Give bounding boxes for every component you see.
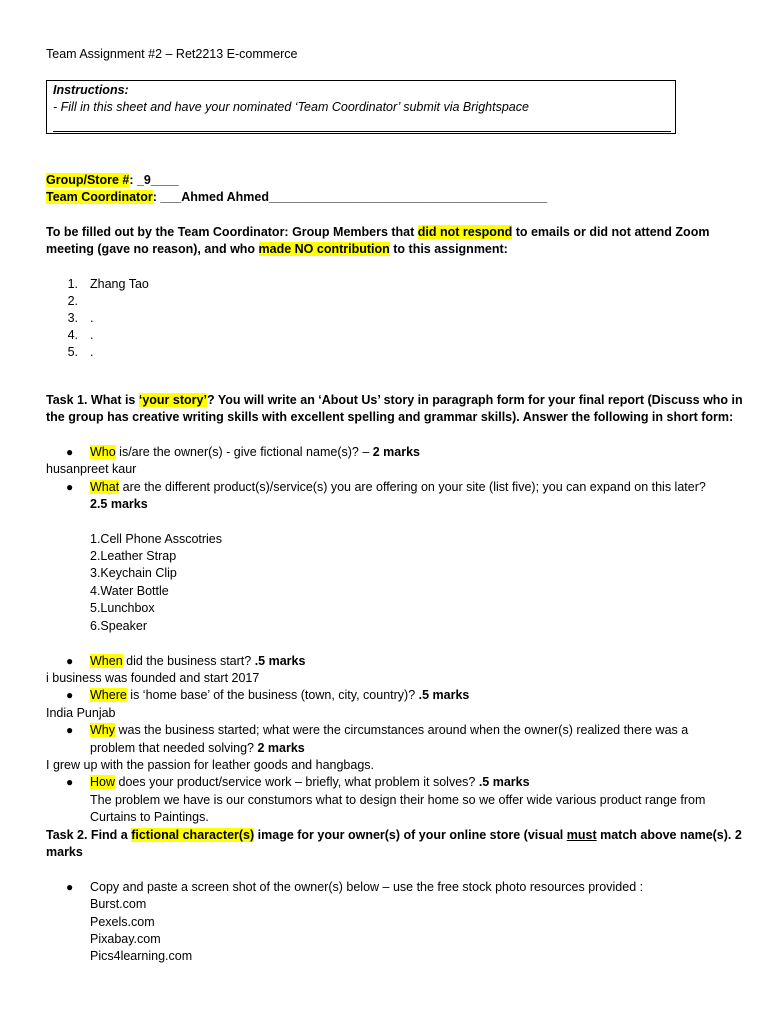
how-highlight: How <box>90 775 116 789</box>
member-number: 3. <box>67 311 78 325</box>
note-highlight-no-contribution: made NO contribution <box>258 242 390 256</box>
note-highlight-no-response: did not respond <box>417 225 513 239</box>
bullet-icon: ● <box>66 654 74 668</box>
note-text: to this assignment: <box>389 242 508 256</box>
task2-highlight: fictional character(s) <box>131 828 255 842</box>
instructions-text: - Fill in this sheet and have your nominated ‘Team Coordinator’ submit via Brightspace <box>53 100 529 114</box>
why-question <box>90 722 688 739</box>
team-coordinator-value: : ___Ahmed Ahmed________________________________________ <box>152 190 548 204</box>
task2-text: image for your owner(s) of your online store (visual <box>254 828 567 842</box>
resource-item: Pexels.com <box>90 915 155 929</box>
how-answer-line1: The problem we have is our constumors what to design their home so we offer wide various product range from <box>90 793 706 807</box>
how-text: does your product/service work – briefly, what problem it solves? <box>115 775 479 789</box>
bullet-icon: ● <box>66 775 74 789</box>
document-title: Team Assignment #2 – Ret2213 E-commerce <box>46 47 298 61</box>
bullet-icon: ● <box>66 445 74 459</box>
resource-item: Pics4learning.com <box>90 949 193 963</box>
why-question-line2 <box>90 740 305 757</box>
where-question <box>90 687 469 704</box>
instructions-box <box>46 80 676 134</box>
what-text: are the different product(s)/service(s) you are offering on your site (list five); you can expand on this later? <box>119 480 706 494</box>
product-item: 3.Keychain Clip <box>90 566 177 580</box>
team-coordinator-line <box>46 189 547 206</box>
note-text: meeting (gave no reason), and who <box>46 242 259 256</box>
note-text: to emails or did not attend Zoom <box>512 225 710 239</box>
task2-text: match above name(s). 2 <box>596 828 742 842</box>
why-marks: 2 marks <box>257 741 305 755</box>
who-question <box>90 444 420 461</box>
member-name: . <box>90 311 94 325</box>
how-question <box>90 774 530 791</box>
how-marks: .5 marks <box>478 775 530 789</box>
product-item: 2.Leather Strap <box>90 549 177 563</box>
task1-highlight: ‘your story’ <box>138 393 207 407</box>
who-marks: 2 marks <box>372 445 421 459</box>
how-answer-line2: Curtains to Paintings. <box>90 810 209 824</box>
product-item: 6.Speaker <box>90 619 147 633</box>
member-number: 1. <box>67 277 78 291</box>
product-item: 1.Cell Phone Asscotries <box>90 532 223 546</box>
what-question <box>90 479 706 496</box>
why-text: was the business started; what were the circumstances around when the owner(s) realized there was a <box>115 723 689 737</box>
product-item: 4.Water Bottle <box>90 584 169 598</box>
where-text: is ‘home base’ of the business (town, city, country)? <box>126 688 419 702</box>
when-question <box>90 653 305 670</box>
member-number: 4. <box>67 328 78 342</box>
what-marks: 2.5 marks <box>90 497 148 511</box>
who-highlight: Who <box>90 445 116 459</box>
why-highlight: Why <box>90 723 115 737</box>
member-name: . <box>90 328 94 342</box>
task2-line2: marks <box>46 845 83 859</box>
when-answer: i business was founded and start 2017 <box>46 671 260 685</box>
who-answer: husanpreet kaur <box>46 462 137 476</box>
task1-line2: the group has creative writing skills with excellent spelling and grammar skills). Answer the following in short form: <box>46 410 734 424</box>
coordinator-note-line2 <box>46 241 508 258</box>
resource-item: Pixabay.com <box>90 932 161 946</box>
where-highlight: Where <box>90 688 127 702</box>
when-highlight: When <box>90 654 123 668</box>
note-text: To be filled out by the Team Coordinator: Group Members that <box>46 225 418 239</box>
what-highlight: What <box>90 480 120 494</box>
when-text: did the business start? <box>122 654 255 668</box>
bullet-icon: ● <box>66 723 74 737</box>
why-answer: I grew up with the passion for leather goods and hangbags. <box>46 758 374 772</box>
member-name: Zhang Tao <box>90 277 149 291</box>
member-name: . <box>90 345 94 359</box>
task1-text: Task 1. What is <box>46 393 139 407</box>
bullet-icon: ● <box>66 880 74 894</box>
instructions-underline <box>53 131 671 132</box>
member-number: 2. <box>67 294 78 308</box>
why-text: problem that needed solving? <box>90 741 258 755</box>
where-answer: India Punjab <box>46 706 116 720</box>
member-number: 5. <box>67 345 78 359</box>
team-coordinator-label: Team Coordinator <box>46 190 153 204</box>
where-marks: .5 marks <box>418 688 470 702</box>
bullet-icon: ● <box>66 688 74 702</box>
copy-instruction: Copy and paste a screen shot of the owner(s) below – use the free stock photo resources provided : <box>90 880 644 894</box>
task1-line1 <box>46 392 743 409</box>
coordinator-note-line1 <box>46 224 709 241</box>
task2-line1 <box>46 827 742 844</box>
group-store-value: : _9____ <box>129 173 179 187</box>
resource-item: Burst.com <box>90 897 147 911</box>
task2-underline-must: must <box>566 828 597 842</box>
who-text: is/are the owner(s) - give fictional name(s)? – <box>115 445 373 459</box>
task2-text: Task 2. Find a <box>46 828 132 842</box>
when-marks: .5 marks <box>254 654 306 668</box>
bullet-icon: ● <box>66 480 74 494</box>
task1-text: ? You will write an ‘About Us’ story in paragraph form for your final report (Discuss who in <box>206 393 743 407</box>
product-item: 5.Lunchbox <box>90 601 155 615</box>
group-store-label: Group/Store # <box>46 173 130 187</box>
group-store-line <box>46 172 179 189</box>
instructions-heading: Instructions: <box>53 83 129 97</box>
